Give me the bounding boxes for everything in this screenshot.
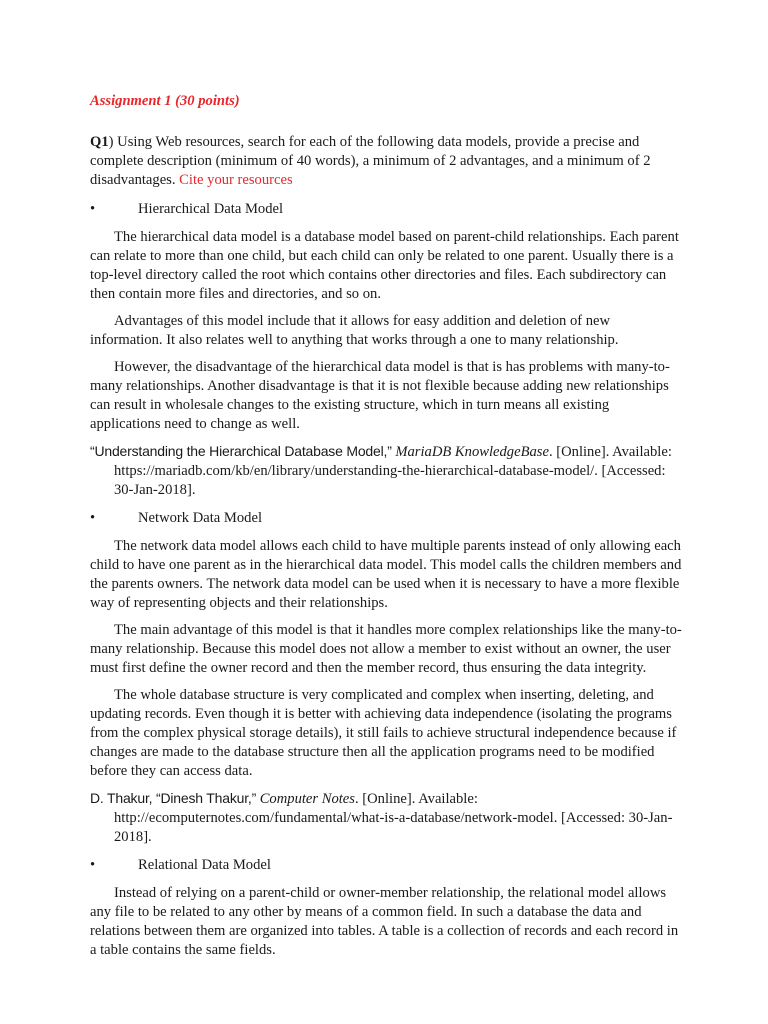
reference-source: MariaDB KnowledgeBase: [395, 444, 549, 460]
section-heading: • Hierarchical Data Model: [90, 201, 284, 217]
paragraph: The network data model allows each child to have multiple parents instead of only allowing each child to have one parent as in the hierarchical data model. This model calls the children members and the parents owners. The network data model can be used when it is necessary to have a more flexible way of representing objects and their relationships.: [90, 538, 682, 611]
paragraph: Instead of relying on a parent-child or owner-member relationship, the relational model allows any file to be related to any other by means of a common field. In such a database the data and relations between them are organized into tables. A table is a collection of records and each record in a table contains the same fields.: [90, 885, 679, 958]
reference: [90, 789, 682, 847]
bullet-icon: •: [90, 510, 96, 526]
reference-author: “Understanding the Hierarchical Database Model,”: [90, 443, 392, 459]
assignment-title: Assignment 1 (30 points): [90, 93, 240, 109]
section-network: [90, 509, 682, 847]
paragraph: Advantages of this model include that it allows for easy addition and deletion of new information. It also relates well to anything that works through a one to many relationship.: [90, 313, 619, 348]
document-page: [90, 92, 682, 968]
bullet-icon: •: [90, 857, 96, 873]
paragraph: The main advantage of this model is that it handles more complex relationships like the many-to-many relationship. Because this model does not allow a member to exist without an owner, the user must first define the owner record and then the member record, thus ensuring the data integrity.: [90, 622, 682, 676]
bullet-icon: •: [90, 201, 96, 217]
reference: [90, 442, 682, 500]
question-label: Q1: [90, 134, 109, 150]
reference-details: . [Online]. Available: https://mariadb.com/kb/en/library/understanding-the-hierarchical-database-model/. [Accessed: 30-Jan-2018].: [114, 444, 672, 498]
reference-author: D. Thakur, “Dinesh Thakur,”: [90, 790, 257, 806]
question-text: ) Using Web resources, search for each of the following data models, provide a precise and complete description (minimum of 40 words), a minimum of 2 advantages, and a minimum of 2 disadvantages.: [90, 134, 651, 188]
reference-details: . [Online]. Available: http://ecomputernotes.com/fundamental/what-is-a-database/network-model. [Accessed: 30-Jan-2018].: [114, 791, 673, 845]
section-heading: • Network Data Model: [90, 510, 263, 526]
paragraph: The whole database structure is very complicated and complex when inserting, deleting, and updating records. Even though it is better with achieving data independence (isolating the programs from the complex physical storage details), it still fails to achieve structural independence because if changes are made to the database structure then all the application programs need to be modified before they can access data.: [90, 687, 677, 779]
section-hierarchical: [90, 200, 682, 500]
paragraph: The hierarchical data model is a database model based on parent-child relationships. Each parent can relate to more than one child, but each child can only be related to one parent. Usually there is a top-level directory called the root which contains other directories and files. Each subdirectory can then contain more files and directories, and so on.: [90, 229, 679, 302]
paragraph: However, the disadvantage of the hierarchical data model is that is has problems with many-to-many relationships. Another disadvantage is that it is not flexible because adding new relationships can result in wholesale changes to the existing structure, which in turn means all existing applications need to change as well.: [90, 359, 670, 432]
question-1: [90, 133, 682, 190]
reference-source: Computer Notes: [259, 791, 355, 807]
cite-resources-note: Cite your resources: [179, 172, 293, 188]
section-relational: [90, 856, 682, 960]
section-heading: • Relational Data Model: [90, 857, 271, 873]
